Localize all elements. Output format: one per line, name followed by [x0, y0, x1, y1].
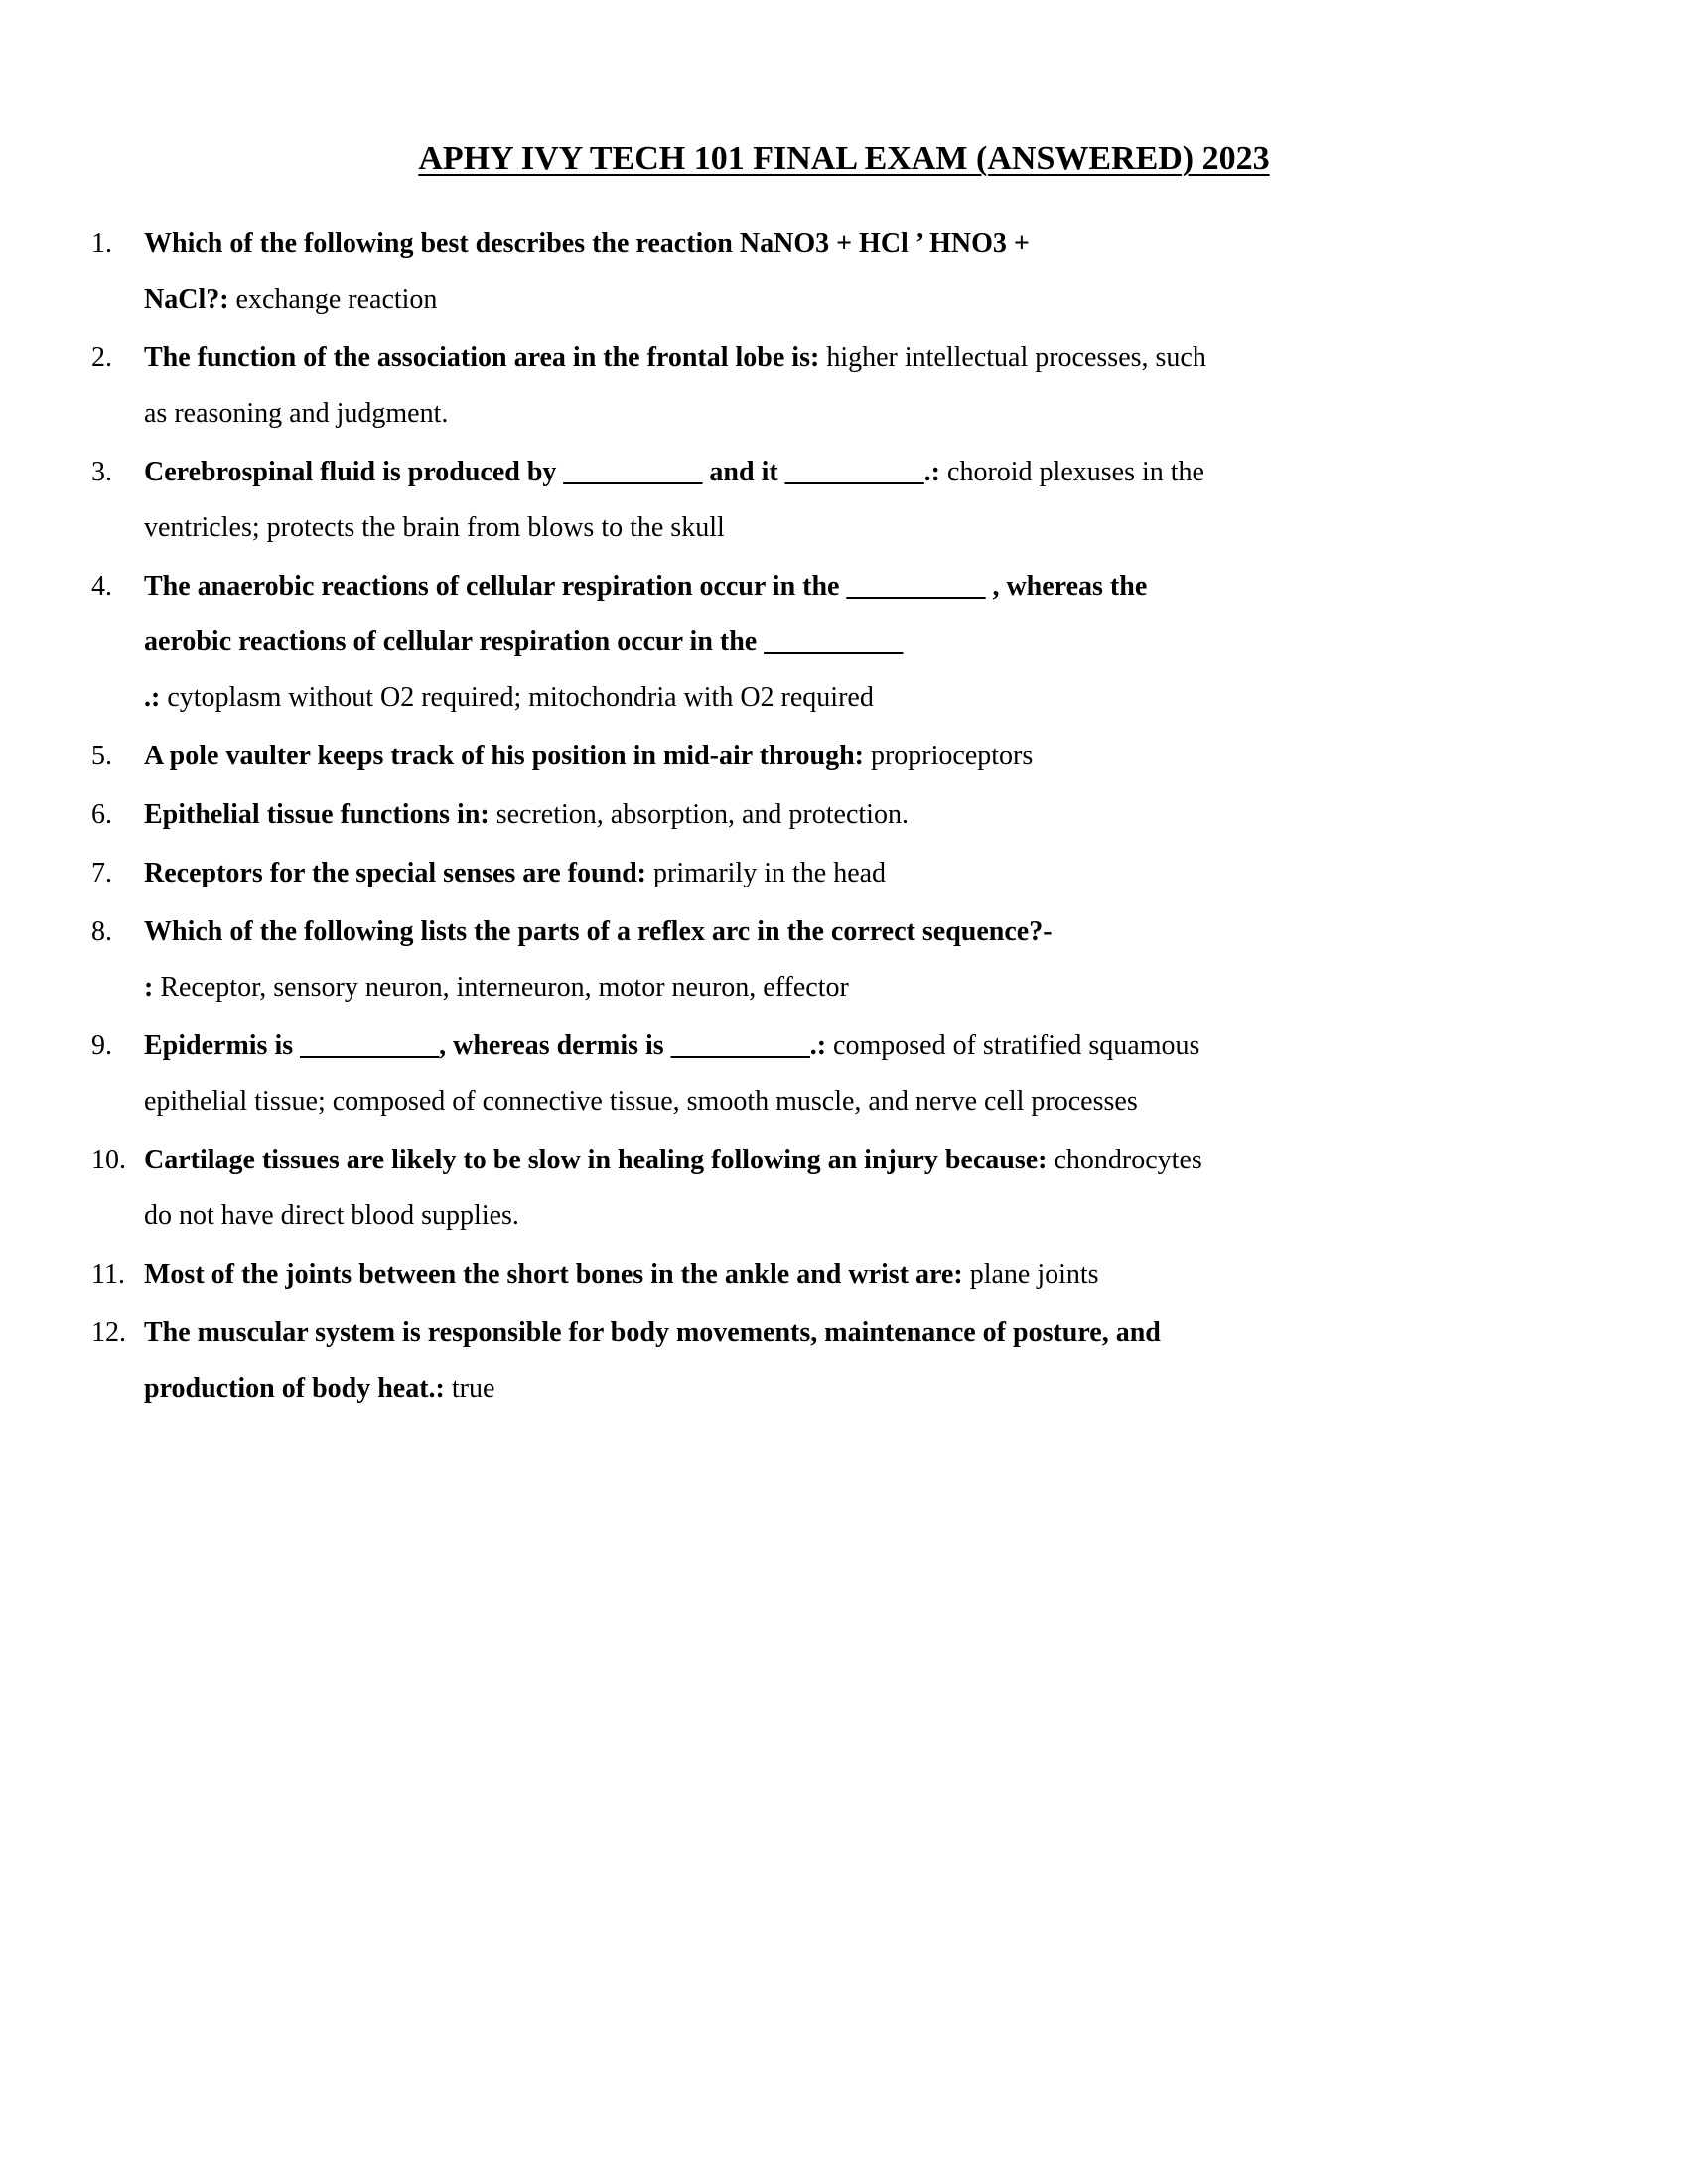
answer-text: composed of stratified squamous: [826, 1030, 1200, 1061]
question-text: :: [144, 972, 154, 1003]
question-line: [144, 787, 1544, 843]
question-number: 10.: [91, 1145, 126, 1175]
question-item: [91, 729, 1544, 784]
question-line: [144, 670, 1544, 726]
question-item: [91, 216, 1544, 328]
answer-text: ventricles; protects the brain from blows to the skull: [144, 512, 725, 543]
question-number: 1.: [91, 228, 112, 259]
question-line: [144, 729, 1544, 784]
question-number: 3.: [91, 457, 112, 487]
question-number: 7.: [91, 858, 112, 888]
question-number: 8.: [91, 916, 112, 947]
answer-text: exchange reaction: [228, 284, 438, 315]
question-text: Which of the following best describes the reaction NaNO3 + HCl ’ HNO3 +: [144, 228, 1030, 259]
answer-text: epithelial tissue; composed of connective tissue, smooth muscle, and nerve cell processes: [144, 1086, 1138, 1117]
question-item: [91, 1133, 1544, 1244]
question-line: [144, 1247, 1544, 1302]
answer-text: cytoplasm without O2 required; mitochondria with O2 required: [160, 682, 874, 713]
answer-text: plane joints: [962, 1259, 1099, 1290]
answer-text: primarily in the head: [646, 858, 887, 888]
question-body: [144, 846, 1544, 901]
question-line: [144, 1074, 1544, 1130]
question-text: Cerebrospinal fluid is produced by __________ and it __________.:: [144, 457, 941, 487]
question-number: 5.: [91, 741, 112, 771]
question-number: 12.: [91, 1317, 126, 1348]
question-text: production of body heat.:: [144, 1373, 445, 1404]
question-number: 6.: [91, 799, 112, 830]
question-text: The anaerobic reactions of cellular respiration occur in the __________ , whereas the: [144, 571, 1148, 602]
question-body: [144, 787, 1544, 843]
answer-text: do not have direct blood supplies.: [144, 1200, 519, 1231]
question-list: [91, 216, 1544, 1417]
question-line: [144, 1305, 1544, 1361]
answer-text: choroid plexuses in the: [940, 457, 1204, 487]
question-line: [144, 846, 1544, 901]
question-line: [144, 386, 1544, 442]
question-text: Epithelial tissue functions in:: [144, 799, 490, 830]
question-line: [144, 1019, 1544, 1074]
question-text: Cartilage tissues are likely to be slow in healing following an injury because:: [144, 1145, 1048, 1175]
question-body: [144, 729, 1544, 784]
question-text: Most of the joints between the short bones in the ankle and wrist are:: [144, 1259, 963, 1290]
question-text: The function of the association area in the frontal lobe is:: [144, 342, 820, 373]
question-number: 4.: [91, 571, 112, 602]
answer-text: higher intellectual processes, such: [819, 342, 1206, 373]
question-text: The muscular system is responsible for body movements, maintenance of posture, and: [144, 1317, 1161, 1348]
question-item: [91, 1305, 1544, 1417]
question-body: [144, 445, 1544, 556]
question-line: [144, 559, 1544, 614]
question-line: [144, 331, 1544, 386]
question-body: [144, 1019, 1544, 1130]
question-item: [91, 1019, 1544, 1130]
question-text: NaCl?:: [144, 284, 229, 315]
question-body: [144, 1247, 1544, 1302]
question-line: [144, 1188, 1544, 1244]
question-body: [144, 904, 1544, 1016]
question-number: 11.: [91, 1259, 125, 1290]
question-line: [144, 216, 1544, 272]
question-line: [144, 960, 1544, 1016]
question-text: .:: [144, 682, 161, 713]
question-body: [144, 216, 1544, 328]
question-line: [144, 1361, 1544, 1417]
question-item: [91, 1247, 1544, 1302]
question-item: [91, 846, 1544, 901]
question-text: Epidermis is __________, whereas dermis is __________.:: [144, 1030, 827, 1061]
answer-text: chondrocytes: [1047, 1145, 1202, 1175]
answer-text: as reasoning and judgment.: [144, 398, 449, 429]
question-item: [91, 904, 1544, 1016]
question-text: Receptors for the special senses are found:: [144, 858, 647, 888]
question-body: [144, 1133, 1544, 1244]
answer-text: true: [444, 1373, 495, 1404]
question-item: [91, 787, 1544, 843]
question-line: [144, 614, 1544, 670]
question-body: [144, 559, 1544, 726]
question-text: A pole vaulter keeps track of his position in mid-air through:: [144, 741, 864, 771]
question-item: [91, 445, 1544, 556]
question-number: 2.: [91, 342, 112, 373]
question-text: Which of the following lists the parts of a reflex arc in the correct sequence?-: [144, 916, 1053, 947]
question-number: 9.: [91, 1030, 112, 1061]
page-title: APHY IVY TECH 101 FINAL EXAM (ANSWERED) 2023: [418, 140, 1270, 177]
question-body: [144, 1305, 1544, 1417]
answer-text: Receptor, sensory neuron, interneuron, motor neuron, effector: [153, 972, 849, 1003]
question-line: [144, 500, 1544, 556]
question-item: [91, 559, 1544, 726]
answer-text: secretion, absorption, and protection.: [489, 799, 909, 830]
question-line: [144, 272, 1544, 328]
question-line: [144, 1133, 1544, 1188]
question-text: aerobic reactions of cellular respiration occur in the __________: [144, 626, 904, 657]
question-line: [144, 445, 1544, 500]
question-line: [144, 904, 1544, 960]
question-item: [91, 331, 1544, 442]
question-body: [144, 331, 1544, 442]
answer-text: proprioceptors: [863, 741, 1034, 771]
